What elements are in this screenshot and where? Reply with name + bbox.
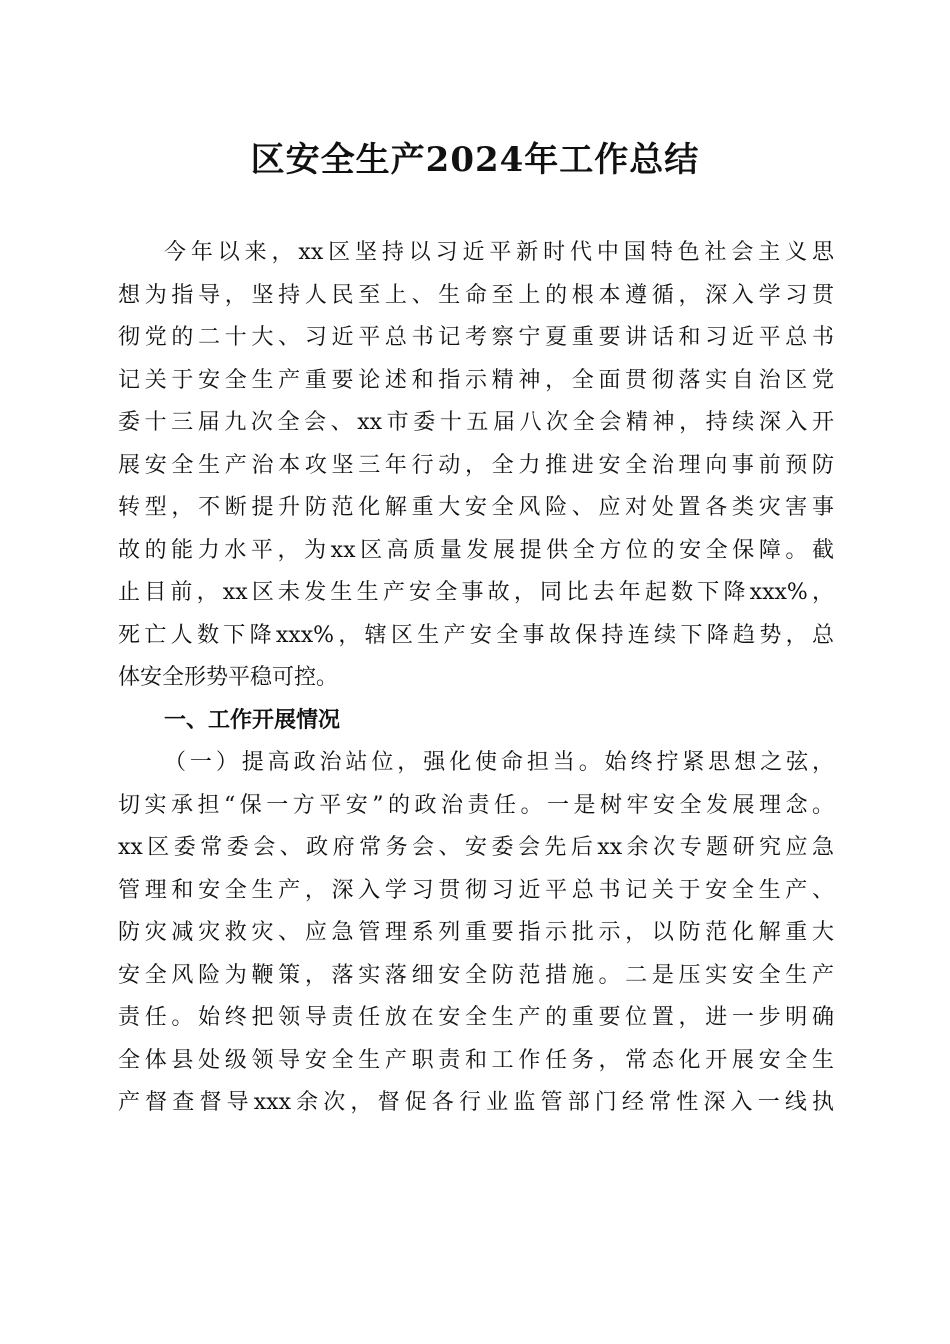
section1-line: 管理和安全生产，深入学习贯彻习近平总书记关于安全生产、 [118,877,834,903]
intro-line: 止目前，xx区未发生生产安全事故，同比去年起数下降xxx%， [118,580,834,605]
section1-line: xx区委常委会、政府常务会、安委会先后xx余次专题研究应急 [118,835,834,860]
intro-line: 记关于安全生产重要论述和指示精神，全面贯彻落实自治区党 [118,367,834,393]
intro-line: 彻党的二十大、习近平总书记考察宁夏重要讲话和习近平总书 [118,325,834,350]
intro-line: 死亡人数下降xxx%，辖区生产安全事故保持连续下降趋势，总 [118,622,834,648]
intro-line: 今年以来，xx区坚持以习近平新时代中国特色社会主义思 [164,240,834,265]
section1-line: 责任。始终把领导责任放在安全生产的重要位置，进一步明确 [118,1005,834,1030]
intro-line: 委十三届九次全会、xx市委十五届八次全会精神，持续深入开 [118,410,834,435]
document-title: 区安全生产2024年工作总结 [250,140,700,180]
section1-line: 切实承担“保一方平安”的政治责任。一是树牢安全发展理念。 [118,792,834,818]
section1-line: 防灾减灾救灾、应急管理系列重要指示批示，以防范化解重大 [118,920,834,945]
document-body [118,232,834,1125]
section-heading: 一、工作开展情况 [164,707,341,733]
section1-line: 全体县处级领导安全生产职责和工作任务，常态化开展安全生 [118,1047,834,1073]
intro-line: 想为指导，坚持人民至上、生命至上的根本遵循，深入学习贯 [118,282,834,308]
section1-line: （一）提高政治站位，强化使命担当。始终拧紧思想之弦， [164,750,834,775]
intro-line: 故的能力水平，为xx区高质量发展提供全方位的安全保障。截 [118,537,834,563]
section1-line: 产督查督导xxx余次，督促各行业监管部门经常性深入一线执 [118,1090,834,1115]
intro-line: 展安全生产治本攻坚三年行动，全力推进安全治理向事前预防 [118,452,834,478]
intro-line: 转型，不断提升防范化解重大安全风险、应对处置各类灾害事 [118,495,834,520]
section1-line: 安全风险为鞭策，落实落细安全防范措施。二是压实安全生产 [118,962,834,988]
intro-line: 体安全形势平稳可控。 [118,665,339,690]
